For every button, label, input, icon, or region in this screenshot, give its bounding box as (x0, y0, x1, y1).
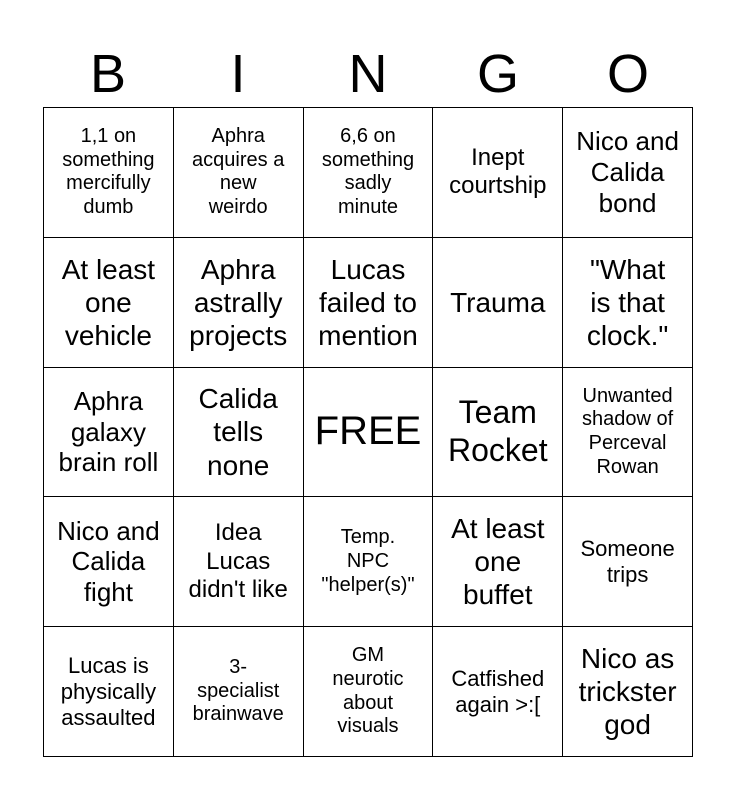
bingo-cell[interactable] (44, 238, 174, 368)
bingo-cell[interactable] (433, 108, 563, 238)
cell-text: "What is that clock." (586, 253, 669, 351)
header-letter-b: B (89, 44, 127, 104)
bingo-cell[interactable] (563, 368, 693, 498)
cell-text: 1,1 on something mercifully dumb (62, 125, 155, 218)
bingo-cell[interactable] (563, 627, 693, 757)
bingo-cell[interactable] (174, 108, 304, 238)
cell-text: Nico and Calida fight (57, 515, 160, 608)
cell-text: Calida tells none (198, 383, 278, 481)
cell-text: Idea Lucas didn't like (188, 519, 288, 603)
bingo-cell[interactable] (44, 108, 174, 238)
bingo-cell[interactable] (563, 497, 693, 627)
cell-text: Lucas is physically assaulted (60, 652, 157, 730)
cell-text: GM neurotic about visuals (332, 644, 404, 738)
cell-text: At least one buffet (451, 513, 545, 611)
cell-text: Someone trips (580, 535, 675, 587)
bingo-cell[interactable] (433, 497, 563, 627)
cell-text: Lucas failed to mention (318, 253, 418, 351)
cell-text: Aphra galaxy brain roll (58, 385, 159, 478)
header-letter-i: I (230, 44, 246, 104)
cell-text: Team Rocket (447, 394, 548, 468)
bingo-cell[interactable] (304, 497, 434, 627)
bingo-cell[interactable] (174, 368, 304, 498)
cell-text: Catfished again >:[ (451, 665, 545, 717)
bingo-cell[interactable] (433, 238, 563, 368)
cell-text: Trauma (450, 286, 546, 318)
bingo-cell[interactable] (304, 238, 434, 368)
bingo-cell-free[interactable] (304, 368, 434, 498)
free-space-text: FREE (314, 409, 422, 454)
bingo-cell[interactable] (304, 627, 434, 757)
cell-text: At least one vehicle (61, 253, 156, 351)
bingo-cell[interactable] (433, 368, 563, 498)
bingo-cell[interactable] (563, 108, 693, 238)
bingo-cell[interactable] (44, 627, 174, 757)
bingo-header (43, 40, 693, 108)
bingo-cell[interactable] (563, 238, 693, 368)
bingo-cell[interactable] (44, 368, 174, 498)
cell-text: Aphra astrally projects (189, 253, 288, 351)
bingo-card-grid (43, 107, 693, 757)
cell-text: Aphra acquires a new weirdo (192, 125, 285, 218)
cell-text: Inept courtship (449, 144, 547, 200)
header-letter-n: N (348, 44, 388, 104)
bingo-cell[interactable] (433, 627, 563, 757)
cell-text: 6,6 on something sadly minute (321, 125, 415, 218)
bingo-cell[interactable] (44, 497, 174, 627)
cell-text: 3- specialist brainwave (192, 656, 284, 726)
header-letter-g: G (476, 44, 519, 104)
header-letter-o: O (606, 44, 649, 104)
bingo-cell[interactable] (304, 108, 434, 238)
cell-text: Nico as trickster god (578, 643, 677, 741)
bingo-cell[interactable] (174, 238, 304, 368)
cell-text: Nico and Calida bond (576, 126, 679, 218)
bingo-cell[interactable] (174, 497, 304, 627)
cell-text: Temp. NPC "helper(s)" (321, 526, 415, 596)
bingo-cell[interactable] (174, 627, 304, 757)
cell-text: Unwanted shadow of Perceval Rowan (582, 384, 674, 478)
